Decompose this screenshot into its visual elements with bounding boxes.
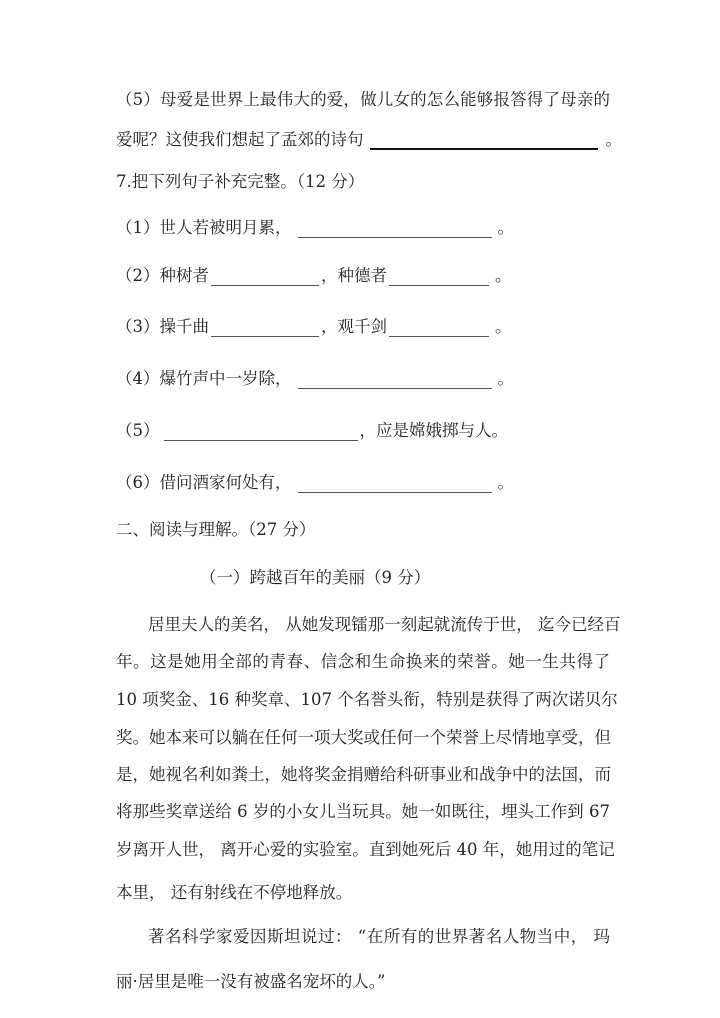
period: 。 <box>605 130 622 149</box>
passage-title: （一）跨越百年的美丽（9 分） <box>200 568 431 587</box>
period: 。 <box>495 266 512 285</box>
section-2-title: 二、阅读与理解。（27 分） <box>116 520 316 539</box>
answer-blank[interactable] <box>211 316 319 337</box>
answer-blank[interactable] <box>298 217 492 238</box>
item-text: （4）爆竹声中一岁除， <box>116 369 292 388</box>
item-text: （6）借问酒家何处有， <box>116 473 292 492</box>
period: 。 <box>497 369 514 388</box>
period: 。 <box>495 317 512 336</box>
paragraph-line: 丽·居里是唯一没有被盛名宠坏的人。” <box>116 972 386 991</box>
paragraph-line: 本里， 还有射线在不停地释放。 <box>116 883 353 902</box>
item-text: （3）操千曲 <box>116 317 209 336</box>
q7-item-3 <box>116 316 512 337</box>
period: 。 <box>497 473 514 492</box>
paragraph-line: 居里夫人的美名， 从她发现镭那一刻起就流传于世， 迄今已经百 <box>148 615 621 634</box>
item-text: （2）种树者 <box>116 266 209 285</box>
paragraph-line: 10 项奖金、16 种奖章、107 个名誉头衔，特别是获得了两次诺贝尔 <box>116 690 618 709</box>
paragraph-line: 是，她视名利如粪土，她将奖金捐赠给科研事业和战争中的法国，而 <box>116 765 611 784</box>
paragraph-line: 年。这是她用全部的青春、信念和生命换来的荣誉。她一生共得了 <box>116 652 610 671</box>
answer-blank[interactable] <box>298 368 492 389</box>
q7-item-5 <box>116 420 508 441</box>
item-text: ，应是嫦娥掷与人。 <box>359 421 508 440</box>
q7-item-4 <box>116 368 514 389</box>
q6-5-line2 <box>116 128 622 150</box>
q6-5-text: 爱呢？这使我们想起了孟郊的诗句 <box>116 130 364 149</box>
answer-blank[interactable] <box>211 265 319 286</box>
paragraph-line: 将那些奖章送给 6 岁的小女儿当玩具。她一如既往，埋头工作到 67 <box>116 802 610 821</box>
item-text: （1）世人若被明月累， <box>116 218 292 237</box>
q6-5-line1: （5）母爱是世界上最伟大的爱，做儿女的怎么能够报答得了母亲的 <box>116 90 610 109</box>
paragraph-line: 著名科学家爱因斯坦说过： “在所有的世界著名人物当中， 玛 <box>148 927 610 946</box>
answer-blank[interactable] <box>298 472 492 493</box>
answer-blank[interactable] <box>389 265 489 286</box>
period: 。 <box>497 218 514 237</box>
item-text: ，观千剑 <box>321 317 387 336</box>
item-text: ，种德者 <box>321 266 387 285</box>
q7-item-1 <box>116 217 514 238</box>
paragraph-line: 奖。她本来可以躺在任何一项大奖或任何一个荣誉上尽情地享受，但 <box>116 728 611 747</box>
answer-blank[interactable] <box>370 128 598 150</box>
item-text: （5） <box>116 421 160 440</box>
answer-blank[interactable] <box>164 420 358 441</box>
paragraph-line: 岁离开人世， 离开心爱的实验室。直到她死后 40 年，她用过的笔记 <box>116 840 615 859</box>
answer-blank[interactable] <box>389 316 489 337</box>
q7-item-6 <box>116 472 514 493</box>
question-7-title: 7.把下列句子补充完整。（12 分） <box>116 172 365 191</box>
q7-item-2 <box>116 265 512 286</box>
